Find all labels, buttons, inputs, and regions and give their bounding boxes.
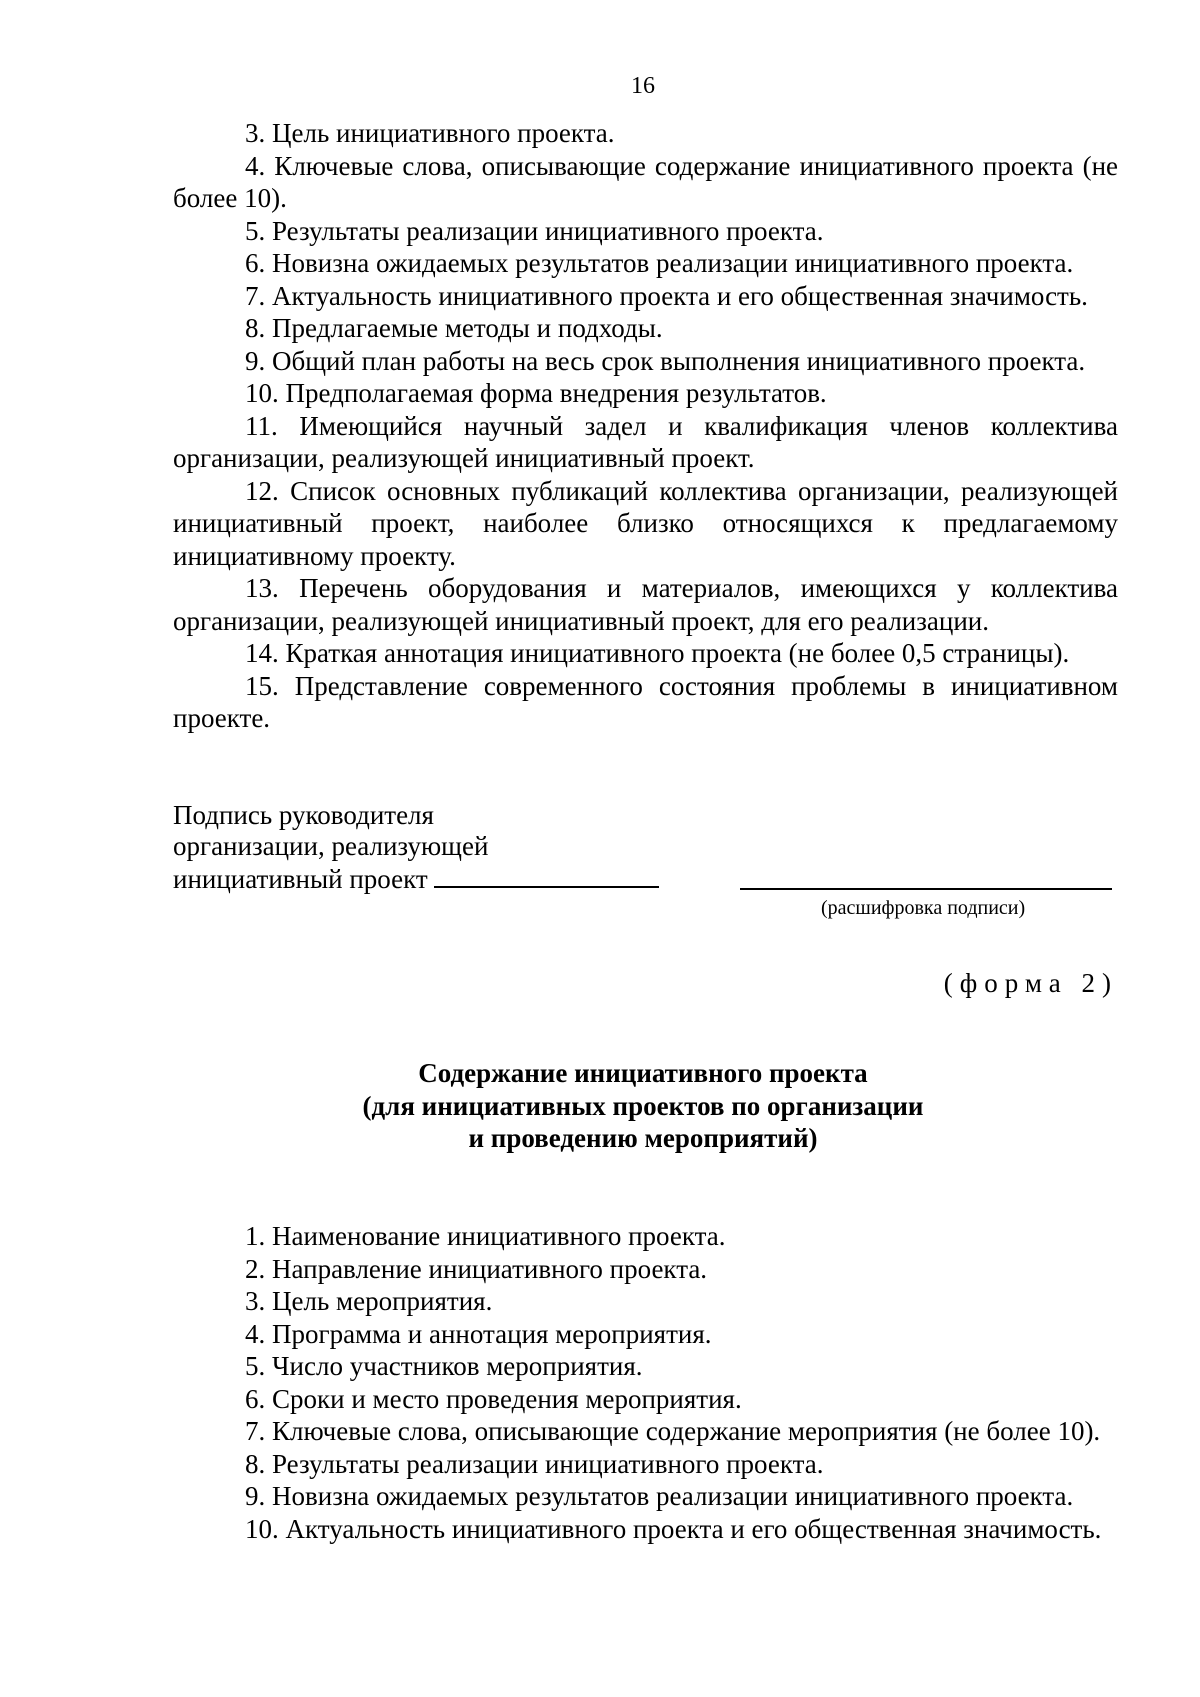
list-item: 9. Общий план работы на весь срок выполнения инициативного проекта. — [245, 345, 1086, 376]
list-item: 14. Краткая аннотация инициативного проекта (не более 0,5 страницы). — [245, 638, 1070, 668]
list-item: 15. Представление современного состояния проблемы в инициативном проекте. — [173, 670, 1118, 733]
list-item: 4. Программа и аннотация мероприятия. — [245, 1318, 712, 1349]
title-line1: Содержание инициативного проекта — [418, 1058, 868, 1088]
list-item: 13. Перечень оборудования и материалов, имеющихся у коллектива организации, реализующей инициативный проект, для его реализации. — [173, 573, 1118, 636]
list-item: 10. Актуальность инициативного проекта и его общественная значимость. — [245, 1513, 1102, 1544]
signature-label-line3-wrap — [173, 862, 1118, 895]
list-item: 10. Предполагаемая форма внедрения результатов. — [245, 378, 827, 408]
section1-list — [173, 117, 1118, 735]
form-label: (форма 2) — [943, 968, 1118, 998]
list-item: 4. Ключевые слова, описывающие содержание инициативного проекта (не более 10). — [173, 150, 1118, 213]
signature-line — [434, 862, 659, 888]
list-item: 7. Ключевые слова, описывающие содержание мероприятия (не более 10). — [245, 1416, 1101, 1446]
list-item: 9. Новизна ожидаемых результатов реализации инициативного проекта. — [245, 1481, 1074, 1511]
list-item: 2. Направление инициативного проекта. — [245, 1253, 708, 1284]
list-item: 7. Актуальность инициативного проекта и его общественная значимость. — [245, 280, 1088, 311]
signature-label-line3: инициативный проект — [173, 864, 428, 894]
signature-label-line1: Подпись руководителя — [173, 800, 434, 830]
signature-label-line2: организации, реализующей — [173, 831, 489, 861]
list-item: 5. Результаты реализации инициативного проекта. — [245, 215, 824, 246]
page-number: 16 — [631, 73, 655, 99]
list-item: 1. Наименование инициативного проекта. — [245, 1221, 726, 1251]
list-item: 3. Цель инициативного проекта. — [245, 118, 615, 148]
list-item: 8. Результаты реализации инициативного проекта. — [245, 1448, 824, 1479]
list-item: 6. Сроки и место проведения мероприятия. — [245, 1383, 742, 1414]
signature-decode-line — [740, 886, 1112, 890]
list-item: 8. Предлагаемые методы и подходы. — [245, 313, 663, 343]
section2-list — [173, 1220, 1118, 1545]
signature-decode-caption: (расшифровка подписи) — [821, 897, 1026, 919]
list-item: 3. Цель мероприятия. — [245, 1286, 493, 1316]
list-item: 5. Число участников мероприятия. — [245, 1351, 643, 1381]
list-item: 6. Новизна ожидаемых результатов реализации инициативного проекта. — [245, 248, 1074, 278]
section-title — [0, 1057, 1200, 1155]
list-item: 12. Список основных публикаций коллектива организации, реализующей инициативный проект, наиболее близко относящихся к предлагаемому инициативному проекту. — [173, 475, 1118, 571]
title-line3: и проведению мероприятий) — [468, 1123, 818, 1153]
signature-block — [173, 800, 1118, 919]
list-item: 11. Имеющийся научный задел и квалификация членов коллектива организации, реализующей инициативный проект. — [173, 410, 1118, 473]
title-line2: (для инициативных проектов по организации — [362, 1090, 924, 1121]
